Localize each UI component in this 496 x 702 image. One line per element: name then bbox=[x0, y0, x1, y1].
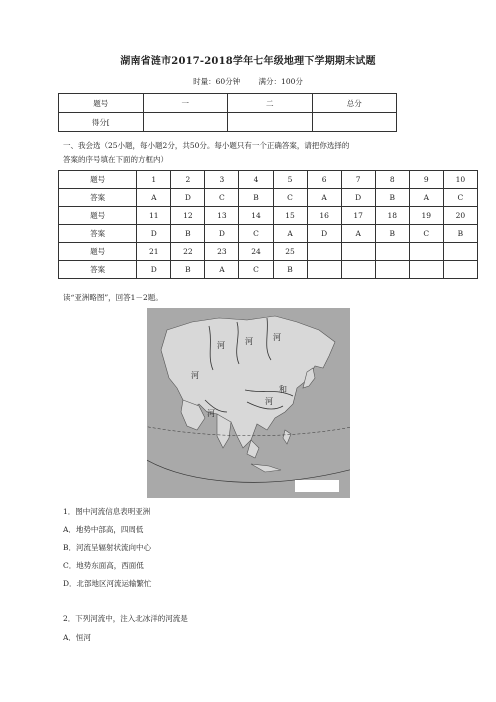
answer-table-row bbox=[59, 207, 478, 225]
answer-cell: C bbox=[409, 225, 443, 243]
answer-cell: C bbox=[273, 189, 307, 207]
answer-cell: 25 bbox=[273, 243, 307, 261]
exam-full-score: 满分：100分 bbox=[258, 77, 303, 86]
answer-table-row bbox=[59, 171, 478, 189]
answer-cell bbox=[375, 261, 409, 279]
answer-table-row bbox=[59, 189, 478, 207]
exam-time: 时量：60分钟 bbox=[193, 77, 241, 86]
score-table bbox=[58, 93, 397, 132]
answer-cell: 6 bbox=[307, 171, 341, 189]
answer-cell bbox=[307, 243, 341, 261]
answer-cell: 8 bbox=[375, 171, 409, 189]
answer-cell: 4 bbox=[239, 171, 273, 189]
answer-cell bbox=[341, 243, 375, 261]
answer-cell: 24 bbox=[239, 243, 273, 261]
answer-cell: 9 bbox=[409, 171, 443, 189]
map-label-river: 河 bbox=[217, 341, 225, 350]
answer-cell: A bbox=[409, 189, 443, 207]
answer-cell: D bbox=[137, 225, 171, 243]
question-1-option-c: C．地势东面高，西面低 bbox=[63, 561, 144, 570]
answer-row-label: 题号 bbox=[59, 243, 137, 261]
score-header-cell: 二 bbox=[228, 94, 313, 113]
map-label-river: 河 bbox=[191, 371, 199, 380]
score-table-score-row bbox=[59, 113, 397, 132]
answer-cell: D bbox=[341, 189, 375, 207]
answer-table bbox=[58, 170, 478, 279]
score-cell bbox=[312, 113, 397, 132]
score-table-header-row bbox=[59, 94, 397, 113]
map-label-river: 河 bbox=[273, 333, 281, 342]
question-2-stem: 2．下列河流中，注入北冰洋的河流是 bbox=[63, 614, 188, 623]
answer-cell: C bbox=[205, 189, 239, 207]
answer-cell: A bbox=[307, 189, 341, 207]
answer-cell: C bbox=[239, 225, 273, 243]
section1-intro-line2: 答案的序号填在下面的方框内） bbox=[63, 155, 168, 164]
score-row-label: 得分[ bbox=[59, 113, 144, 132]
document-title: 湖南省涟市2017-2018学年七年级地理下学期期末试题 bbox=[120, 56, 376, 67]
answer-cell: 21 bbox=[137, 243, 171, 261]
answer-row-label: 题号 bbox=[59, 171, 137, 189]
map-legend-box bbox=[295, 480, 339, 492]
answer-cell bbox=[375, 243, 409, 261]
answer-cell: 13 bbox=[205, 207, 239, 225]
answer-cell: 7 bbox=[341, 171, 375, 189]
answer-cell: 22 bbox=[171, 243, 205, 261]
answer-cell: A bbox=[137, 189, 171, 207]
answer-cell: 16 bbox=[307, 207, 341, 225]
answer-row-label: 题号 bbox=[59, 207, 137, 225]
map-label-river: 河 bbox=[207, 409, 215, 418]
score-header-cell: 总分 bbox=[312, 94, 397, 113]
answer-cell: D bbox=[205, 225, 239, 243]
answer-cell: B bbox=[443, 225, 477, 243]
question-1-option-d: D．北部地区河流运输繁忙 bbox=[63, 579, 152, 588]
answer-cell bbox=[443, 261, 477, 279]
section1-intro bbox=[63, 139, 463, 167]
answer-cell bbox=[307, 261, 341, 279]
answer-row-label: 答案 bbox=[59, 225, 137, 243]
answer-table-row bbox=[59, 225, 478, 243]
answer-cell: 14 bbox=[239, 207, 273, 225]
answer-cell: D bbox=[307, 225, 341, 243]
answer-cell: C bbox=[239, 261, 273, 279]
answer-cell bbox=[443, 243, 477, 261]
section1-intro-line1: 一、我会选（25小题，每小题2分，共50分。每小题只有一个正确答案，请把你选择的 bbox=[63, 141, 350, 150]
question-1-stem: 1．图中河流信息表明亚洲 bbox=[63, 507, 151, 516]
answer-cell: B bbox=[239, 189, 273, 207]
answer-cell: 10 bbox=[443, 171, 477, 189]
answer-cell: B bbox=[171, 225, 205, 243]
answer-cell bbox=[409, 261, 443, 279]
question-1-option-b: B．河流呈辐射状流向中心 bbox=[63, 543, 152, 552]
answer-cell bbox=[341, 261, 375, 279]
answer-row-label: 答案 bbox=[59, 261, 137, 279]
answer-cell: B bbox=[375, 189, 409, 207]
answer-cell: 2 bbox=[171, 171, 205, 189]
score-cell bbox=[228, 113, 313, 132]
map-label-river: 河 bbox=[245, 337, 253, 346]
answer-cell: 5 bbox=[273, 171, 307, 189]
answer-cell: 3 bbox=[205, 171, 239, 189]
answer-cell: 11 bbox=[137, 207, 171, 225]
answer-cell: 20 bbox=[443, 207, 477, 225]
answer-cell: 17 bbox=[341, 207, 375, 225]
answer-cell: A bbox=[341, 225, 375, 243]
exam-meta bbox=[0, 76, 496, 87]
map-label-river: 和 bbox=[279, 385, 287, 394]
answer-cell: 15 bbox=[273, 207, 307, 225]
answer-cell: 12 bbox=[171, 207, 205, 225]
answer-table-row bbox=[59, 243, 478, 261]
answer-cell: A bbox=[273, 225, 307, 243]
answer-cell: C bbox=[443, 189, 477, 207]
answer-cell: D bbox=[137, 261, 171, 279]
score-header-cell: 一 bbox=[143, 94, 228, 113]
answer-cell bbox=[409, 243, 443, 261]
answer-cell: 1 bbox=[137, 171, 171, 189]
answer-cell: 19 bbox=[409, 207, 443, 225]
answer-row-label: 答案 bbox=[59, 189, 137, 207]
answer-table-row bbox=[59, 261, 478, 279]
answer-cell: 18 bbox=[375, 207, 409, 225]
asia-map-image bbox=[147, 308, 350, 498]
map-instruction: 读“亚洲略图”，回答1－2题。 bbox=[63, 293, 163, 302]
answer-cell: 23 bbox=[205, 243, 239, 261]
answer-cell: B bbox=[273, 261, 307, 279]
answer-cell: B bbox=[375, 225, 409, 243]
question-1-option-a: A．地势中部高，四周低 bbox=[63, 525, 144, 534]
score-header-cell: 题号 bbox=[59, 94, 144, 113]
question-2-option-a: A．恒河 bbox=[63, 633, 91, 642]
answer-cell: A bbox=[205, 261, 239, 279]
map-label-river: 河 bbox=[265, 397, 273, 406]
score-cell bbox=[143, 113, 228, 132]
answer-cell: B bbox=[171, 261, 205, 279]
answer-cell: D bbox=[171, 189, 205, 207]
